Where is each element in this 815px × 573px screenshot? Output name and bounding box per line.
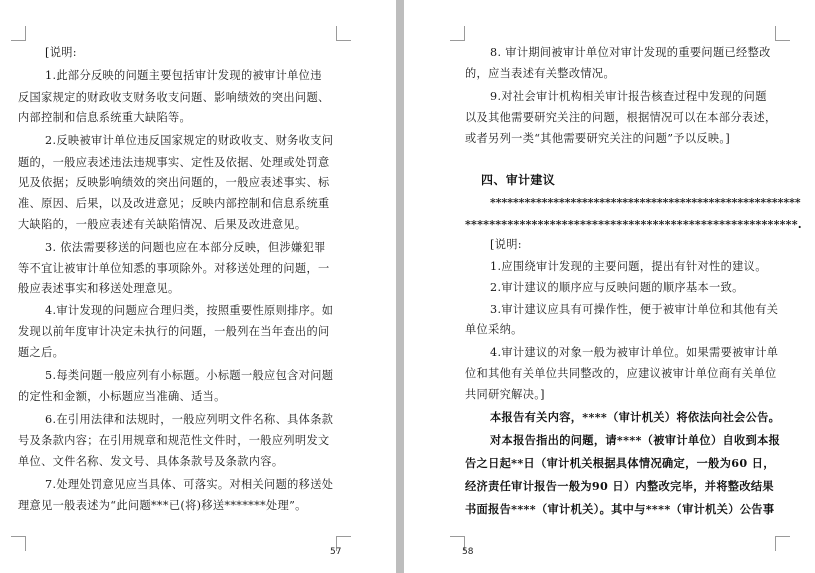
text-line: 题的，一般应表述违法违规事实、定性及依据、处理或处罚意 — [18, 156, 330, 169]
text-line: 的，应当表述有关整改情况。 — [465, 67, 615, 80]
text-line: 6.在引用法律和法规时，一般应列明文件名称、具体条款 — [45, 413, 334, 426]
text-line: 5.每类问题一般应列有小标题。小标题一般应包含对问题 — [45, 369, 334, 382]
placeholder-stars-line: ****************************************************** — [490, 196, 801, 209]
text-line: [说明: — [490, 238, 522, 251]
text-line: 1.此部分反映的问题主要包括审计发现的被审计单位违 — [45, 69, 322, 82]
text-line: 见及依据；反映影响绩效的突出问题的，一般应表述事实、标 — [18, 176, 330, 189]
text-line: 号及条款内容；在引用规章和规范性文件时，一般应列明发文 — [18, 434, 330, 447]
text-line: 发现以前年度审计决定未执行的问题，一般列在当年查出的问 — [18, 325, 330, 338]
text-line: 位和其他有关单位共同整改的，应建议被审计单位商有关单位 — [465, 367, 777, 380]
text-line: 以及其他需要研究关注的问题，根据情况可以在本部分表述， — [465, 111, 777, 124]
text-line: 7.处理处罚意见应当具体、可落实。对相关问题的移送处 — [45, 478, 334, 491]
bold-text-line: 书面报告****（审计机关）。其中与****（审计机关）公告事 — [465, 502, 775, 516]
placeholder-stars-line: *******************************************************. — [465, 217, 802, 231]
page-corner-mark — [11, 26, 26, 41]
text-line: 的定性和金额，小标题应当准确、适当。 — [18, 390, 226, 403]
section-heading: 四、审计建议 — [481, 173, 556, 187]
page-corner-mark — [775, 536, 790, 551]
page-number: 58 — [462, 547, 474, 557]
text-line: 内部控制和信息系统重大缺陷等。 — [18, 111, 192, 124]
page-corner-mark — [336, 26, 351, 41]
text-line: 般应表述事实和移送处理意见。 — [18, 282, 180, 295]
text-line: 单位、文件名称、发文号、具体条款号及条款内容。 — [18, 455, 284, 468]
text-line: 大缺陷的，一般应表述有关缺陷情况、后果及改进意见。 — [18, 218, 307, 231]
text-line: 3. 依法需要移送的问题也应在本部分反映，但涉嫌犯罪 — [45, 241, 326, 254]
text-line: [说明: — [45, 46, 77, 59]
text-line: 2.审计建议的顺序应与反映问题的顺序基本一致。 — [490, 281, 744, 294]
page-corner-mark — [775, 26, 790, 41]
text-line: 2.反映被审计单位违反国家规定的财政收支、财务收支问 — [45, 134, 334, 147]
page-corner-mark — [450, 26, 465, 41]
text-line: 或者另列一类“其他需要研究关注的问题”予以反映。] — [465, 132, 731, 145]
page-gap — [396, 0, 404, 573]
text-line: 反国家规定的财政收支财务收支问题、影响绩效的突出问题、 — [18, 91, 330, 104]
text-line: 4.审计建议的对象一般为被审计单位。如果需要被审计单 — [490, 346, 779, 359]
text-line: 8. 审计期间被审计单位对审计发现的重要问题已经整改 — [490, 46, 771, 59]
document-page-left — [0, 0, 396, 573]
bold-text-line: 本报告有关内容，****（审计机关）将依法向社会公告。 — [490, 410, 781, 424]
bold-text-line: 对本报告指出的问题，请****（被审计单位）自收到本报 — [490, 433, 781, 447]
text-line: 1.应围绕审计发现的主要问题，提出有针对性的建议。 — [490, 260, 767, 273]
bold-text-line: 经济责任审计报告一般为90 日）内整改完毕，并将整改结果 — [465, 479, 774, 493]
text-line: 准、原因、后果，以及改进意见；反映内部控制和信息系统重 — [18, 197, 330, 210]
text-line: 9.对社会审计机构相关审计报告核查过程中发现的问题 — [490, 90, 767, 103]
document-page-right — [404, 0, 815, 573]
page-corner-mark — [11, 536, 26, 551]
text-line: 等不宜让被审计单位知悉的事项除外。对移送处理的问题，一 — [18, 262, 330, 275]
text-line: 单位采纳。 — [465, 323, 523, 336]
text-line: 共同研究解决。] — [465, 388, 545, 401]
text-line: 理意见一般表述为“此问题***已(将)移送*******处理”。 — [18, 499, 307, 512]
text-line: 题之后。 — [18, 346, 65, 359]
bold-text-line: 告之日起**日（审计机关根据具体情况确定，一般为60 日， — [465, 456, 775, 470]
page-number: 57 — [330, 547, 342, 557]
text-line: 3.审计建议应具有可操作性，便于被审计单位和其他有关 — [490, 303, 779, 316]
text-line: 4.审计发现的问题应合理归类，按照重要性原则排序。如 — [45, 304, 334, 317]
